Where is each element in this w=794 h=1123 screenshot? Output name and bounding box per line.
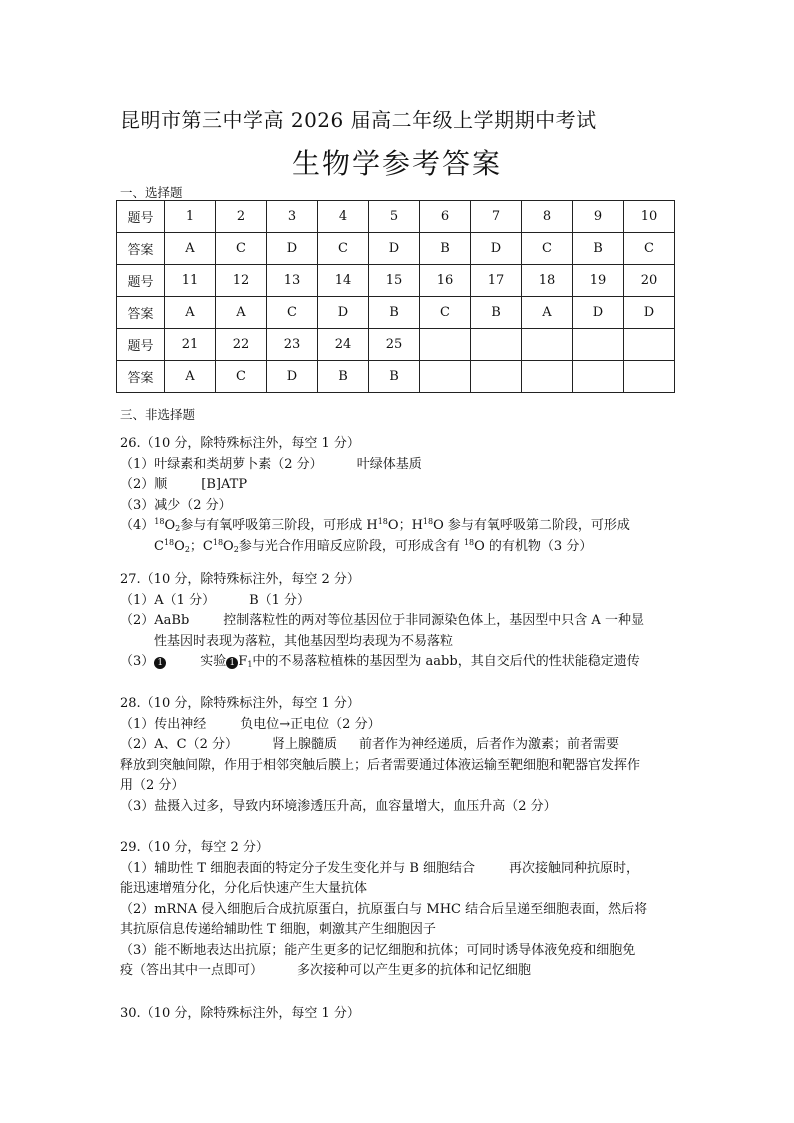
question-26 xyxy=(120,434,680,557)
q29-part2: （2）mRNA 侵入细胞后合成抗原蛋白，抗原蛋白与 MHC 结合后呈递至细胞表面，然后将 xyxy=(120,901,648,917)
table-cell: D xyxy=(471,233,522,265)
table-cell xyxy=(522,329,573,361)
table-cell: C xyxy=(624,233,675,265)
section-non-choice-label: 三、非选择题 xyxy=(120,407,196,422)
table-cell: 15 xyxy=(369,265,420,297)
q26-part4-cont: $C^{18}O_2$；$C^{18}O_2$参与光合作用暗反应阶段，可形成含有 $^{18}$O 的有机物（3 分） xyxy=(154,537,593,554)
question-27 xyxy=(120,570,680,673)
table-cell: B xyxy=(369,297,420,329)
table-cell xyxy=(471,361,522,393)
q30-header: 30.（10 分，除特殊标注外，每空 1 分） xyxy=(120,1006,360,1021)
q27-part3: （3） 1 实验 1 $F_1$中的不易落粒植株的基因型为 aabb，其自交后代的性状能稳定遗传 xyxy=(120,654,640,669)
circled-number: 1 xyxy=(226,657,238,669)
q28-header: 28.（10 分，除特殊标注外，每空 1 分） xyxy=(120,696,360,711)
table-cell: 20 xyxy=(624,265,675,297)
q27-part2-cont: 性基因时表现为落粒，其他基因型均表现为不易落粒 xyxy=(154,633,454,649)
table-cell: A xyxy=(165,361,216,393)
circled-number: 1 xyxy=(154,657,166,669)
table-cell: 3 xyxy=(267,201,318,233)
table-cell: D xyxy=(267,361,318,393)
q27-part1: （1）A（1 分） B（1 分） xyxy=(120,592,311,608)
table-cell: 12 xyxy=(216,265,267,297)
table-cell: C xyxy=(420,297,471,329)
row-label: 答案 xyxy=(117,233,165,265)
q29-header: 29.（10 分，每空 2 分） xyxy=(120,840,269,855)
table-cell: B xyxy=(318,361,369,393)
q26-part1: （1）叶绿素和类胡萝卜素（2 分） 叶绿体基质 xyxy=(120,456,422,472)
table-cell xyxy=(471,329,522,361)
section-multiple-choice-label: 一、选择题 xyxy=(120,185,183,200)
table-cell: D xyxy=(573,297,624,329)
q28-part2-cont: 释放到突触间隙，作用于相邻突触后膜上；后者需要通过体液运输至靶细胞和靶器官发挥作 xyxy=(120,757,641,773)
q26-part4: $(4)^{18}O_2$参与有氧呼吸第三阶段，可形成 $H^{18}O$；$H^{18}O$ 参与有氧呼吸第二阶段，可形成 xyxy=(120,517,630,533)
table-row xyxy=(117,361,675,393)
table-cell: 16 xyxy=(420,265,471,297)
answer-table xyxy=(116,200,675,393)
q29-part1: （1）辅助性 T 细胞表面的特定分子发生变化并与 B 细胞结合 再次接触同种抗原时， xyxy=(120,860,640,876)
table-cell xyxy=(573,329,624,361)
table-cell: 9 xyxy=(573,201,624,233)
table-cell: A xyxy=(165,297,216,329)
table-cell: 8 xyxy=(522,201,573,233)
row-label: 题号 xyxy=(117,329,165,361)
page-title: 生物学参考答案 xyxy=(291,147,502,180)
table-cell xyxy=(522,361,573,393)
table-row xyxy=(117,201,675,233)
table-cell: 4 xyxy=(318,201,369,233)
q29-part3-cont: 疫（答出其中一点即可） 多次接种可以产生更多的抗体和记忆细胞 xyxy=(120,963,532,978)
q28-part3: （3）盐摄入过多，导致内环境渗透压升高，血容量增大，血压升高（2 分） xyxy=(120,798,557,814)
table-cell: B xyxy=(573,233,624,265)
table-cell xyxy=(420,361,471,393)
question-30 xyxy=(120,1004,680,1025)
table-cell: D xyxy=(624,297,675,329)
table-row xyxy=(117,233,675,265)
table-cell: D xyxy=(318,297,369,329)
q29-part3: （3）能不断地表达出抗原；能产生更多的记忆细胞和抗体；可同时诱导体液免疫和细胞免 xyxy=(120,942,636,958)
q27-header: 27.（10 分，除特殊标注外，每空 2 分） xyxy=(120,572,360,587)
row-label: 答案 xyxy=(117,361,165,393)
table-cell: B xyxy=(420,233,471,265)
q26-part3: （3）减少（2 分） xyxy=(120,497,232,513)
q28-part2: （2）A、C（2 分） 肾上腺髓质 前者作为神经递质，后者作为激素；前者需要 xyxy=(120,737,620,752)
table-cell: 22 xyxy=(216,329,267,361)
question-28 xyxy=(120,694,680,817)
table-cell: 2 xyxy=(216,201,267,233)
table-cell xyxy=(573,361,624,393)
q29-part2-cont: 其抗原信息传递给辅助性 T 细胞，刺激其产生细胞因子 xyxy=(120,922,436,937)
table-cell: D xyxy=(369,233,420,265)
table-cell xyxy=(624,361,675,393)
row-label: 答案 xyxy=(117,297,165,329)
table-cell: C xyxy=(522,233,573,265)
table-cell: C xyxy=(318,233,369,265)
table-cell: C xyxy=(267,297,318,329)
q26-part2: （2）顺 [B]ATP xyxy=(120,477,248,492)
table-cell: 19 xyxy=(573,265,624,297)
table-cell: 21 xyxy=(165,329,216,361)
table-cell: A xyxy=(216,297,267,329)
q26-header: 26.（10 分，除特殊标注外，每空 1 分） xyxy=(120,436,360,451)
table-cell: A xyxy=(522,297,573,329)
q28-part1: （1）传出神经 负电位→正电位（2 分） xyxy=(120,716,381,732)
table-cell xyxy=(420,329,471,361)
table-cell: 5 xyxy=(369,201,420,233)
table-cell: 1 xyxy=(165,201,216,233)
q29-part1-cont: 能迅速增殖分化，分化后快速产生大量抗体 xyxy=(120,881,368,896)
table-cell: 23 xyxy=(267,329,318,361)
table-row xyxy=(117,297,675,329)
table-cell: 25 xyxy=(369,329,420,361)
table-cell: 11 xyxy=(165,265,216,297)
table-cell: C xyxy=(216,361,267,393)
table-cell: 17 xyxy=(471,265,522,297)
table-cell: D xyxy=(267,233,318,265)
table-cell: 6 xyxy=(420,201,471,233)
question-29 xyxy=(120,838,680,982)
row-label: 题号 xyxy=(117,201,165,233)
table-cell xyxy=(624,329,675,361)
table-cell: B xyxy=(369,361,420,393)
school-exam-title: 昆明市第三中学高 2026 届高二年级上学期期中考试 xyxy=(120,108,597,132)
table-cell: 14 xyxy=(318,265,369,297)
table-row xyxy=(117,329,675,361)
table-cell: 18 xyxy=(522,265,573,297)
q27-part2: （2）AaBb 控制落粒性的两对等位基因位于非同源染色体上，基因型中只含 A 一种显 xyxy=(120,613,644,628)
table-cell: 7 xyxy=(471,201,522,233)
table-cell: 24 xyxy=(318,329,369,361)
q28-part2-cont2: 用（2 分） xyxy=(120,778,185,793)
table-cell: A xyxy=(165,233,216,265)
table-cell: B xyxy=(471,297,522,329)
table-cell: C xyxy=(216,233,267,265)
table-cell: 13 xyxy=(267,265,318,297)
row-label: 题号 xyxy=(117,265,165,297)
table-row xyxy=(117,265,675,297)
table-cell: 10 xyxy=(624,201,675,233)
